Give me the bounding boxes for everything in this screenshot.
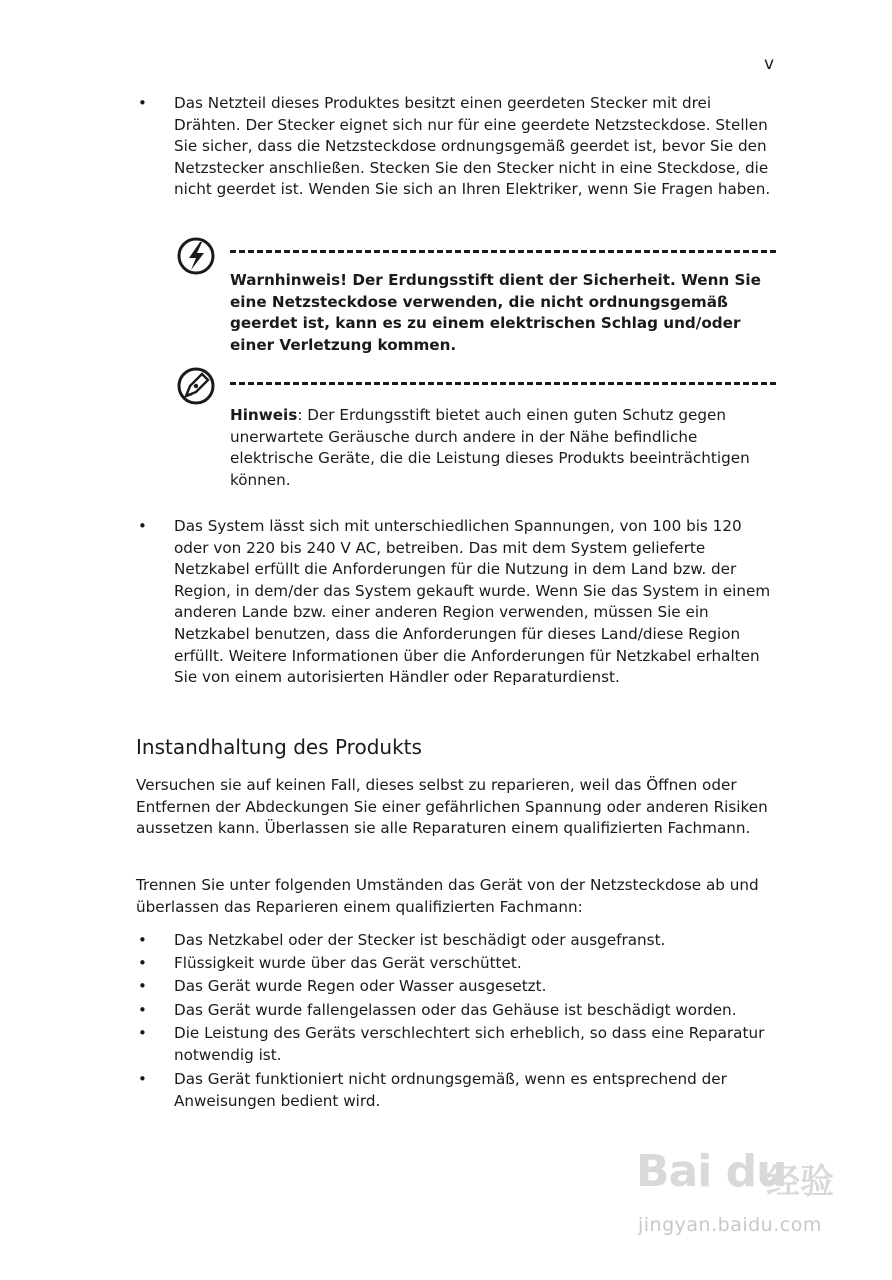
note-label: Hinweis: [230, 406, 298, 424]
list-item-text: Das Gerät wurde fallengelassen oder das Gehäuse ist beschädigt worden.: [174, 1001, 737, 1019]
list-item-text: Das Netzkabel oder der Stecker ist beschädigt oder ausgefranst.: [174, 931, 666, 949]
bullet-text: Das Netzteil dieses Produktes besitzt einen geerdeten Stecker mit drei Drähten. Der Stecker eignet sich nur für eine geerdete Netzsteckdose. Stellen Sie sicher, dass die Netzsteckdose ordnungsgemäß geerdet ist, bevor Sie den Netzstecker anschließen. Stecken Sie den Stecker nicht in eine Steckdose, die nicht geerdet ist. Wenden Sie sich an Ihren Elektriker, wenn Sie Fragen haben.: [174, 94, 771, 199]
note-divider: [230, 382, 776, 385]
list-item: [138, 976, 778, 998]
baidu-watermark: [636, 1146, 842, 1244]
note-body: : Der Erdungsstift bietet auch einen guten Schutz gegen unerwartete Geräusche durch andere in der Nähe befindliche elektrische Geräte, die die Leistung dieses Produkts beeinträchtigen können.: [230, 406, 750, 489]
list-item: [138, 1000, 778, 1022]
note-text: [230, 405, 778, 491]
bullet-symbol: •: [138, 931, 147, 949]
watermark-brand: Bai du: [636, 1146, 787, 1197]
note-pen-icon: [176, 366, 216, 406]
bullet-symbol: •: [138, 1070, 147, 1088]
list-item-text: Das Gerät wurde Regen oder Wasser ausgesetzt.: [174, 977, 547, 995]
section-paragraph-2: Trennen Sie unter folgenden Umständen das Gerät von der Netzsteckdose ab und überlassen das Reparieren einem qualifizierten Fachmann:: [136, 876, 759, 916]
warning-text: Warnhinweis! Der Erdungsstift dient der Sicherheit. Wenn Sie eine Netzsteckdose verwenden, die nicht ordnungsgemäß geerdet ist, kann es zu einem elektrischen Schlag und/oder einer Verletzung kommen.: [230, 271, 761, 354]
list-item: [138, 1023, 778, 1067]
bullet-symbol: •: [138, 94, 147, 112]
bullet-text: Das System lässt sich mit unterschiedlichen Spannungen, von 100 bis 120 oder von 220 bis 240 V AC, betreiben. Das mit dem System gelieferte Netzkabel erfüllt die Anforderungen für die Nutzung in dem Land bzw. der Region, in dem/der das System gekauft wurde. Wenn Sie das System in einem anderen Lande bzw. einer anderen Region verwenden, müssen Sie ein Netzkabel benutzen, dass die Anforderungen für dieses Land/diese Region erfüllt. Weitere Informationen über die Anforderungen für Netzkabel erhalten Sie von einem autorisierten Händler oder Reparaturdienst.: [174, 517, 771, 687]
bullet-symbol: •: [138, 1024, 147, 1042]
list-item: [138, 930, 778, 952]
bullet-symbol: •: [138, 517, 147, 535]
bullet-symbol: •: [138, 1001, 147, 1019]
list-item-text: Die Leistung des Geräts verschlechtert sich erheblich, so dass eine Reparatur notwendig ist.: [174, 1024, 765, 1064]
warning-lightning-icon: [176, 236, 216, 276]
section-heading: Instandhaltung des Produkts: [136, 735, 422, 759]
bullet-item-grounded-plug: [138, 93, 778, 223]
bullet-symbol: •: [138, 977, 147, 995]
list-item: [138, 953, 778, 975]
warning-divider: [230, 250, 776, 253]
list-item-text: Flüssigkeit wurde über das Gerät verschüttet.: [174, 954, 522, 972]
bullet-symbol: •: [138, 954, 147, 972]
list-item-text: Das Gerät funktioniert nicht ordnungsgemäß, wenn es entsprechend der Anweisungen bedient wird.: [174, 1070, 727, 1110]
watermark-cn: 经验: [766, 1162, 834, 1202]
section-paragraph-1: Versuchen sie auf keinen Fall, dieses selbst zu reparieren, weil das Öffnen oder Entfernen der Abdeckungen Sie einer gefährlichen Spannung oder anderen Risiken aussetzen kann. Überlassen sie alle Reparaturen einem qualifizierten Fachmann.: [136, 776, 768, 838]
bullet-item-voltage: [138, 516, 778, 712]
page-number: v: [764, 54, 775, 74]
watermark-url: jingyan.baidu.com: [638, 1214, 822, 1236]
list-item: [138, 1069, 778, 1113]
